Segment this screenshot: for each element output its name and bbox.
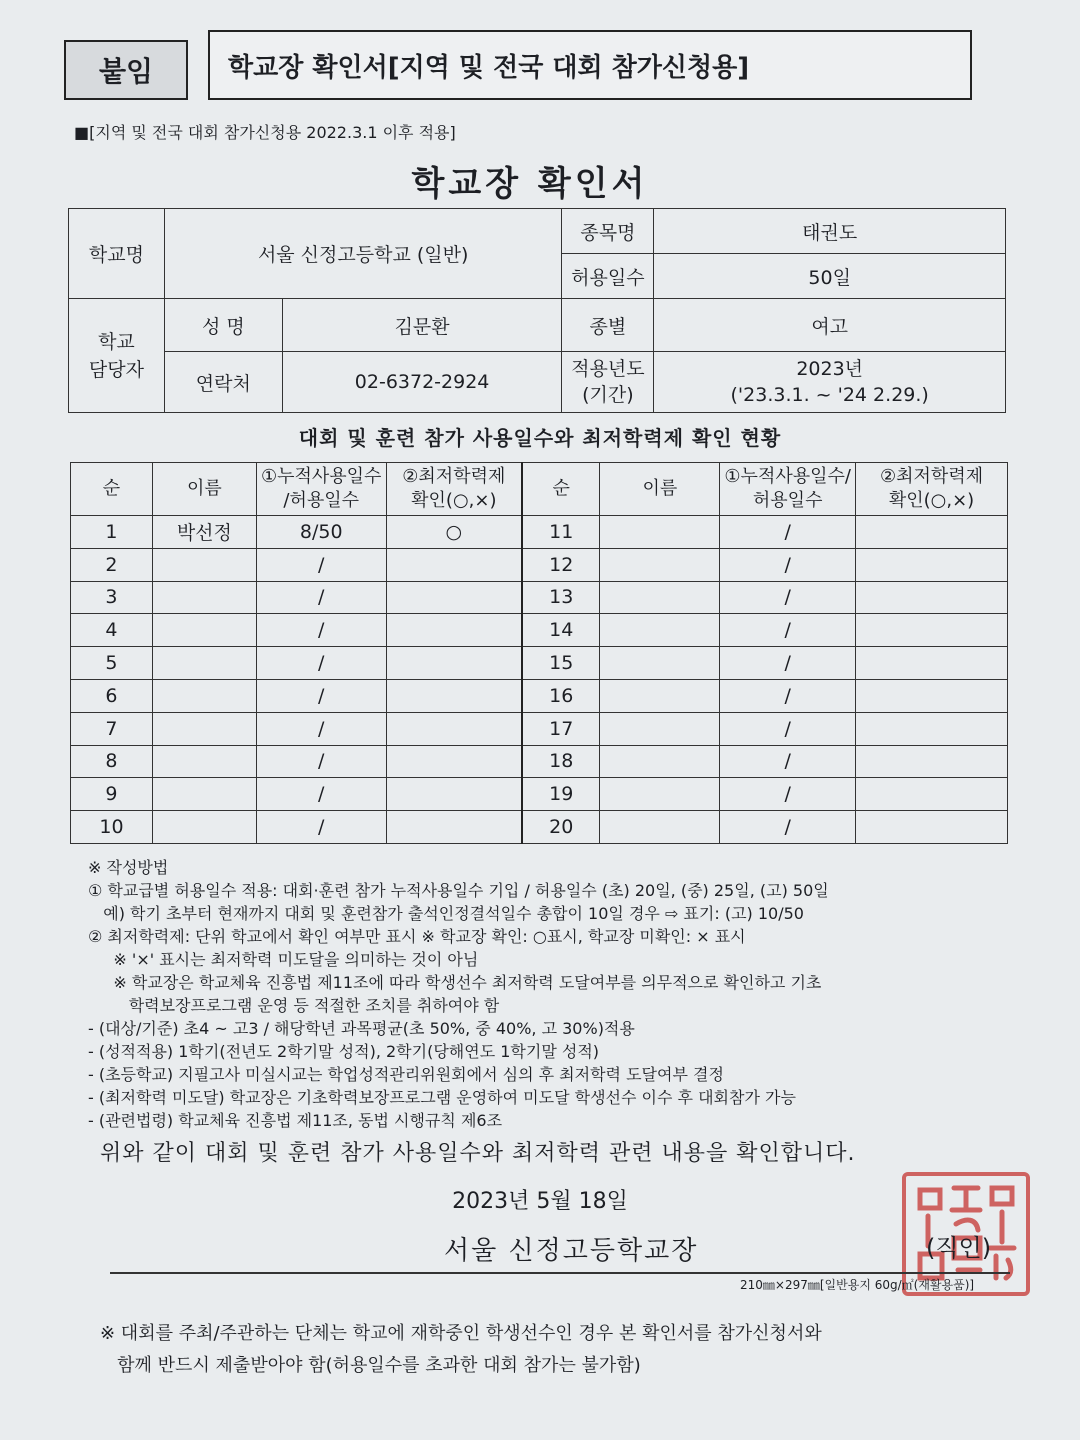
year-label-line1: 적용년도 <box>571 358 645 380</box>
name-value: 김문환 <box>282 299 562 352</box>
row-days: / <box>720 679 856 712</box>
row-no: 3 <box>71 581 153 614</box>
row-check <box>856 811 1008 844</box>
table-row <box>71 679 1008 712</box>
row-days: / <box>256 614 386 647</box>
row-days: / <box>720 614 856 647</box>
row-check <box>856 548 1008 581</box>
header-check-right-line1: ②최저학력제 <box>880 466 984 487</box>
school-label: 학교명 <box>69 209 165 299</box>
name-label: 성 명 <box>164 299 282 352</box>
row-name <box>600 516 720 549</box>
row-name <box>600 679 720 712</box>
row-no: 15 <box>522 647 600 680</box>
row-check <box>386 811 522 844</box>
row-days: / <box>256 581 386 614</box>
row-check <box>856 581 1008 614</box>
row-name <box>152 647 256 680</box>
header-days-line1: ①누적사용일수 <box>260 466 382 487</box>
row-check: ○ <box>386 516 522 549</box>
table-row <box>71 745 1008 778</box>
note-line: 예) 학기 초부터 현재까지 대회 및 훈련참가 출석인정결석일수 총합이 10일 경우 ⇨ 표기: (고) 10/50 <box>88 904 804 923</box>
header-check-line2: 확인(○,×) <box>411 490 497 511</box>
row-check <box>856 516 1008 549</box>
row-days: / <box>256 778 386 811</box>
row-check <box>386 647 522 680</box>
row-no: 9 <box>71 778 153 811</box>
table-row <box>71 647 1008 680</box>
year-label-line2: (기간) <box>582 384 634 406</box>
row-name <box>152 745 256 778</box>
row-days: / <box>256 679 386 712</box>
header-check-line1: ②최저학력제 <box>402 466 506 487</box>
row-no: 13 <box>522 581 600 614</box>
allow-days-label: 허용일수 <box>562 254 654 299</box>
row-check <box>386 548 522 581</box>
row-name <box>152 581 256 614</box>
header-check-right <box>856 463 1008 516</box>
row-no: 14 <box>522 614 600 647</box>
header-check <box>386 463 522 516</box>
manager-label <box>69 299 165 413</box>
event-label: 종목명 <box>562 209 654 254</box>
row-no: 12 <box>522 548 600 581</box>
row-name <box>600 614 720 647</box>
divider <box>110 1272 1010 1274</box>
row-check <box>856 647 1008 680</box>
submission-note-line2: 함께 반드시 제출받아야 함(허용일수를 초과한 대회 참가는 불가함) <box>100 1355 641 1376</box>
row-no: 20 <box>522 811 600 844</box>
row-days: / <box>720 647 856 680</box>
row-name <box>152 614 256 647</box>
row-no: 1 <box>71 516 153 549</box>
status-table <box>70 462 1008 844</box>
type-label: 종별 <box>562 299 654 352</box>
info-table <box>68 208 1006 413</box>
row-name <box>152 712 256 745</box>
row-name <box>152 778 256 811</box>
row-days: / <box>256 712 386 745</box>
submission-note-line1: ※ 대회를 주최/주관하는 단체는 학교에 재학중인 학생선수인 경우 본 확인서를 참가신청서와 <box>100 1323 822 1344</box>
row-check <box>386 745 522 778</box>
header-no-right: 순 <box>522 463 600 516</box>
row-name <box>600 548 720 581</box>
row-no: 7 <box>71 712 153 745</box>
school-principal: 서울 신정고등학교장 <box>444 1236 699 1266</box>
row-no: 19 <box>522 778 600 811</box>
note-line: ① 학교급별 허용일수 적용: 대회·훈련 참가 누적사용일수 기입 / 허용일수 (초) 20일, (중) 25일, (고) 50일 <box>88 881 829 900</box>
type-value: 여고 <box>654 299 1006 352</box>
note-line: 학력보장프로그램 운영 등 적절한 조치를 취하여야 함 <box>88 996 500 1015</box>
note-line: ※ 학교장은 학교체육 진흥법 제11조에 따라 학생선수 최저학력 도달여부를 의무적으로 확인하고 기초 <box>88 973 822 992</box>
submission-note <box>100 1318 822 1382</box>
row-name <box>600 712 720 745</box>
attachment-tag: 붙임 <box>64 40 188 100</box>
note-line: - (초등학교) 지필고사 미실시교는 학업성적관리위원회에서 심의 후 최저학력 도달여부 결정 <box>88 1065 724 1084</box>
row-no: 10 <box>71 811 153 844</box>
manager-label-line1: 학교 <box>98 330 135 353</box>
row-no: 6 <box>71 679 153 712</box>
row-days: / <box>256 647 386 680</box>
row-check <box>856 778 1008 811</box>
year-label <box>562 352 654 413</box>
row-name <box>600 811 720 844</box>
year-value-line2: ('23.3.1. ~ '24 2.29.) <box>730 384 929 406</box>
contact-value: 02-6372-2924 <box>282 352 562 413</box>
row-name <box>600 745 720 778</box>
note-line: ※ 작성방법 <box>88 858 169 877</box>
row-no: 17 <box>522 712 600 745</box>
row-name <box>152 548 256 581</box>
row-name <box>600 778 720 811</box>
row-days: / <box>720 548 856 581</box>
row-days: / <box>256 811 386 844</box>
header-days-right-line2: 허용일수 <box>752 490 823 511</box>
row-days: / <box>256 745 386 778</box>
row-no: 5 <box>71 647 153 680</box>
contact-label: 연락처 <box>164 352 282 413</box>
header-name-right: 이름 <box>600 463 720 516</box>
row-days: / <box>720 516 856 549</box>
row-check <box>386 778 522 811</box>
issue-date: 2023년 5월 18일 <box>452 1189 628 1214</box>
manager-label-line2: 담당자 <box>88 358 144 381</box>
row-check <box>856 614 1008 647</box>
school-value: 서울 신정고등학교 (일반) <box>164 209 562 299</box>
row-check <box>386 712 522 745</box>
year-value-line1: 2023년 <box>796 358 864 380</box>
status-table-header <box>71 463 1008 516</box>
row-days: / <box>720 712 856 745</box>
table-row <box>71 581 1008 614</box>
row-name <box>152 811 256 844</box>
table-row <box>71 811 1008 844</box>
note-line: - (성적적용) 1학기(전년도 2학기말 성적), 2학기(당해연도 1학기말 성적) <box>88 1042 600 1061</box>
row-name <box>152 679 256 712</box>
table-row <box>71 712 1008 745</box>
note-line: ② 최저학력제: 단위 학교에서 확인 여부만 표시 ※ 학교장 확인: ○표시, 학교장 미확인: × 표시 <box>88 927 746 946</box>
row-no: 16 <box>522 679 600 712</box>
header-check-right-line2: 확인(○,×) <box>888 490 975 511</box>
row-name <box>600 647 720 680</box>
row-no: 18 <box>522 745 600 778</box>
row-check <box>856 712 1008 745</box>
confirmation-text: 위와 같이 대회 및 훈련 참가 사용일수와 최저학력 관련 내용을 확인합니다. <box>100 1141 856 1166</box>
header-no: 순 <box>71 463 153 516</box>
header-days-right <box>720 463 856 516</box>
row-no: 11 <box>522 516 600 549</box>
header-title: 학교장 확인서[지역 및 전국 대회 참가신청용] <box>208 30 972 100</box>
note-line: - (최저학력 미도달) 학교장은 기초학력보장프로그램 운영하여 미도달 학생선수 이수 후 대회참가 가능 <box>88 1088 796 1107</box>
row-check <box>856 679 1008 712</box>
row-check <box>856 745 1008 778</box>
table-row <box>71 516 1008 549</box>
row-days: 8/50 <box>256 516 386 549</box>
row-days: / <box>256 548 386 581</box>
header-days-right-line1: ①누적사용일수/ <box>724 466 851 487</box>
header-name: 이름 <box>152 463 256 516</box>
row-name: 박선정 <box>152 516 256 549</box>
row-days: / <box>720 745 856 778</box>
status-title: 대회 및 훈련 참가 사용일수와 최저학력제 확인 현황 <box>298 426 782 450</box>
row-no: 4 <box>71 614 153 647</box>
table-row <box>71 778 1008 811</box>
event-value: 태권도 <box>654 209 1006 254</box>
row-check <box>386 679 522 712</box>
row-name <box>600 581 720 614</box>
row-no: 2 <box>71 548 153 581</box>
note-line: - (관련법령) 학교체육 진흥법 제11조, 동법 시행규칙 제6조 <box>88 1111 503 1130</box>
header-days <box>256 463 386 516</box>
table-row <box>71 548 1008 581</box>
year-value <box>654 352 1006 413</box>
page-title: 학교장 확인서 <box>411 164 649 204</box>
applicability-note: ■[지역 및 전국 대회 참가신청용 2022.3.1 이후 적용] <box>74 123 456 142</box>
row-days: / <box>720 811 856 844</box>
seal-label: (직인) <box>926 1234 992 1262</box>
header-days-line2: /허용일수 <box>283 490 360 511</box>
allow-days-value: 50일 <box>654 254 1006 299</box>
note-line: - (대상/기준) 초4 ~ 고3 / 해당학년 과목평균(초 50%, 중 40%, 고 30%)적용 <box>88 1019 635 1038</box>
table-row <box>71 614 1008 647</box>
note-line: ※ '×' 표시는 최저학력 미도달을 의미하는 것이 아님 <box>88 950 479 969</box>
row-check <box>386 614 522 647</box>
row-days: / <box>720 581 856 614</box>
paper-spec: 210㎜×297㎜[일반용지 60g/㎡(재활용품)] <box>740 1278 975 1292</box>
row-no: 8 <box>71 745 153 778</box>
row-check <box>386 581 522 614</box>
row-days: / <box>720 778 856 811</box>
writing-instructions <box>88 856 1018 1132</box>
